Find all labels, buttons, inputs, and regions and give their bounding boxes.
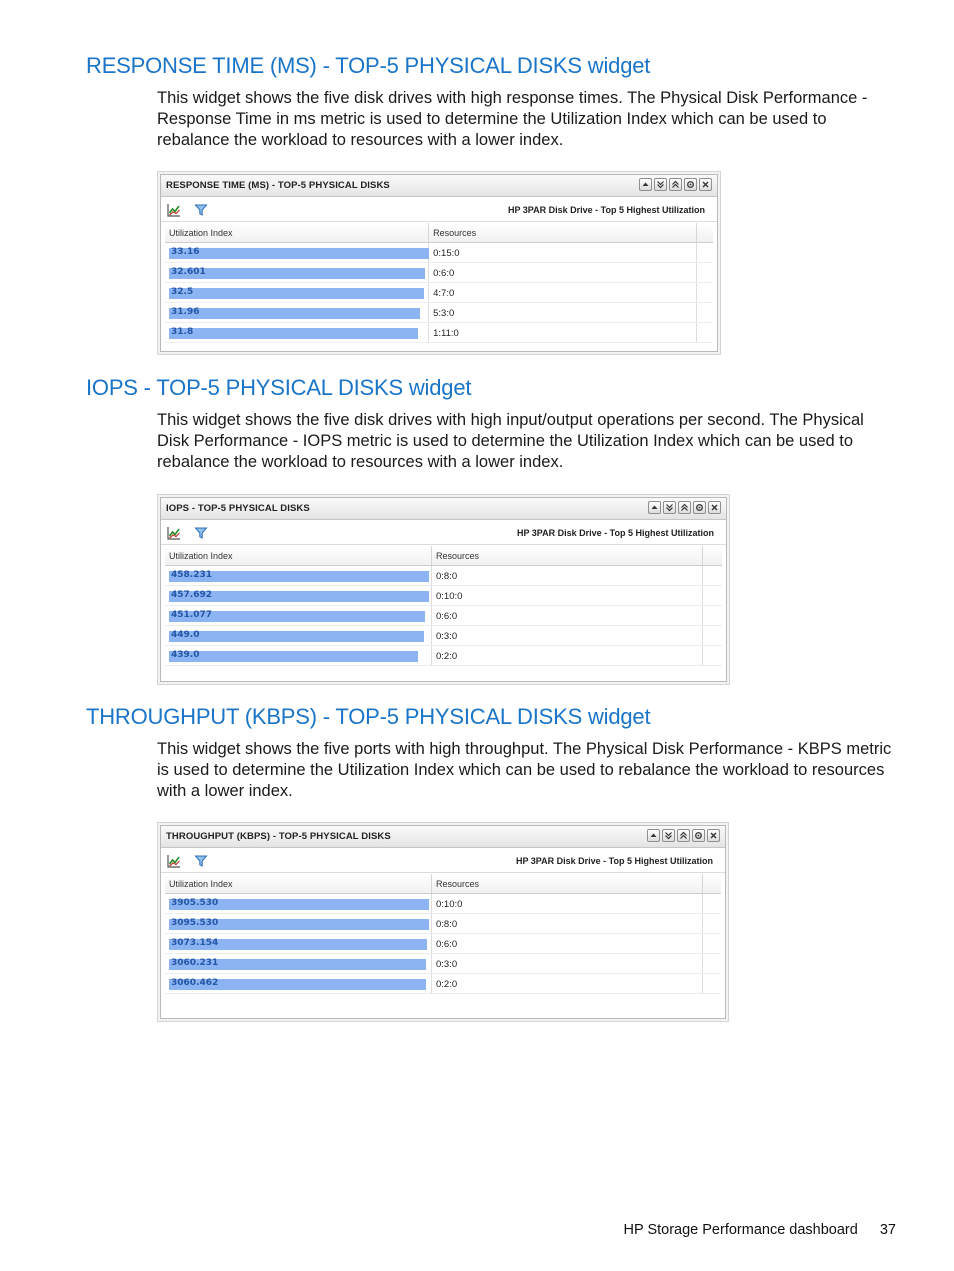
widget-toolbar [161, 848, 725, 873]
chart-icon[interactable] [167, 203, 181, 217]
widget-subtitle: HP 3PAR Disk Drive - Top 5 Highest Utilization [515, 856, 713, 866]
utilization-value: 3905.530 [171, 898, 219, 908]
section-paragraph: This widget shows the five disk drives with high response times. The Physical Disk Performance - Response Time in ms metric is used to determine the Utilization Index which can be used to rebalance the workload to resources with a lower index. [157, 89, 868, 149]
utilization-grid [165, 546, 722, 666]
widget-body [160, 825, 726, 1019]
utilization-value: 32.601 [171, 267, 206, 277]
widget-subtitle: HP 3PAR Disk Drive - Top 5 Highest Utilization [507, 205, 705, 215]
utilization-value: 451.077 [171, 610, 212, 620]
utilization-bar [169, 288, 424, 299]
widget-controls [639, 178, 712, 191]
column-header-utilization[interactable]: Utilization Index [165, 223, 429, 242]
utilization-cell [165, 914, 432, 933]
row-spacer [703, 954, 719, 973]
chart-icon[interactable] [167, 854, 181, 868]
resource-cell: 0:6:0 [429, 263, 697, 282]
column-header-spacer [703, 546, 719, 565]
utilization-cell [165, 283, 429, 302]
table-row[interactable] [165, 243, 713, 263]
expand-icon[interactable] [662, 829, 675, 842]
collapse-icon[interactable] [639, 178, 652, 191]
table-row[interactable] [165, 914, 721, 934]
resource-cell: 0:15:0 [429, 243, 697, 262]
utilization-value: 33.16 [171, 247, 200, 257]
table-row[interactable] [165, 646, 722, 666]
resource-cell: 0:3:0 [432, 626, 703, 645]
row-spacer [703, 586, 719, 605]
maximize-icon[interactable] [669, 178, 682, 191]
row-spacer [697, 323, 713, 342]
column-header-spacer [703, 874, 719, 893]
utilization-cell [165, 646, 432, 665]
section-paragraph: This widget shows the five ports with high throughput. The Physical Disk Performance - KBPS metric is used to determine the Utilization Index which can be used to rebalance the workload to resources with a lower index. [157, 740, 892, 800]
resource-cell: 5:3:0 [429, 303, 697, 322]
table-row[interactable] [165, 954, 721, 974]
utilization-bar [169, 308, 420, 319]
settings-icon[interactable] [692, 829, 705, 842]
filter-icon[interactable] [194, 203, 208, 217]
settings-icon[interactable] [684, 178, 697, 191]
utilization-cell [165, 954, 432, 973]
grid-header [165, 223, 713, 243]
expand-icon[interactable] [654, 178, 667, 191]
widget-body [160, 174, 718, 352]
widget-title: RESPONSE TIME (MS) - TOP-5 PHYSICAL DISKS [166, 180, 390, 191]
column-header-resources[interactable]: Resources [429, 223, 697, 242]
table-row[interactable] [165, 626, 722, 646]
utilization-cell [165, 566, 432, 585]
utilization-cell [165, 586, 432, 605]
widget-controls [647, 829, 720, 842]
settings-icon[interactable] [693, 501, 706, 514]
resource-cell: 0:2:0 [432, 646, 703, 665]
table-row[interactable] [165, 934, 721, 954]
utilization-value: 3060.231 [171, 958, 219, 968]
collapse-icon[interactable] [648, 501, 661, 514]
page-footer [624, 1222, 896, 1238]
table-row[interactable] [165, 606, 722, 626]
utilization-value: 458.231 [171, 570, 212, 580]
row-spacer [697, 243, 713, 262]
grid-header [165, 546, 722, 566]
resource-cell: 0:2:0 [432, 974, 703, 993]
row-spacer [703, 626, 719, 645]
utilization-cell [165, 974, 432, 993]
column-header-spacer [697, 223, 713, 242]
section-heading: THROUGHPUT (KBPS) - TOP-5 PHYSICAL DISKS widget [86, 704, 651, 729]
utilization-value: 457.692 [171, 590, 212, 600]
utilization-bar [169, 651, 418, 662]
utilization-cell [165, 303, 429, 322]
resource-cell: 0:10:0 [432, 586, 703, 605]
row-spacer [703, 646, 719, 665]
resource-cell: 0:6:0 [432, 606, 703, 625]
widget-controls [648, 501, 721, 514]
utilization-bar [169, 328, 418, 339]
table-row[interactable] [165, 303, 713, 323]
utilization-cell [165, 626, 432, 645]
utilization-cell [165, 323, 429, 342]
widget-body [160, 497, 727, 682]
filter-icon[interactable] [194, 854, 208, 868]
row-spacer [697, 263, 713, 282]
resource-cell: 0:10:0 [432, 894, 703, 913]
resource-cell: 0:3:0 [432, 954, 703, 973]
column-header-resources[interactable]: Resources [432, 546, 703, 565]
row-spacer [703, 934, 719, 953]
section-heading: RESPONSE TIME (MS) - TOP-5 PHYSICAL DISKS widget [86, 53, 651, 78]
close-icon[interactable] [699, 178, 712, 191]
expand-icon[interactable] [663, 501, 676, 514]
utilization-grid [165, 223, 713, 343]
utilization-bar [169, 248, 429, 259]
widget-title: IOPS - TOP-5 PHYSICAL DISKS [166, 503, 310, 514]
utilization-cell [165, 263, 429, 282]
collapse-icon[interactable] [647, 829, 660, 842]
column-header-utilization[interactable]: Utilization Index [165, 874, 432, 893]
table-row[interactable] [165, 894, 721, 914]
resource-cell: 0:8:0 [432, 914, 703, 933]
utilization-value: 3073.154 [171, 938, 219, 948]
widget-toolbar [161, 197, 717, 222]
table-row[interactable] [165, 283, 713, 303]
table-row[interactable] [165, 566, 722, 586]
response-time-widget [157, 171, 721, 355]
widget-titlebar [161, 175, 717, 197]
widget-title: THROUGHPUT (KBPS) - TOP-5 PHYSICAL DISKS [166, 831, 391, 842]
utilization-value: 32.5 [171, 287, 194, 297]
widget-toolbar [161, 520, 726, 545]
row-spacer [703, 566, 719, 585]
row-spacer [697, 303, 713, 322]
widget-titlebar [161, 498, 726, 520]
section-heading: IOPS - TOP-5 PHYSICAL DISKS widget [86, 375, 472, 400]
table-row[interactable] [165, 323, 713, 343]
row-spacer [697, 283, 713, 302]
utilization-bar [169, 631, 424, 642]
widget-subtitle: HP 3PAR Disk Drive - Top 5 Highest Utilization [516, 528, 714, 538]
resource-cell: 0:8:0 [432, 566, 703, 585]
utilization-bar [169, 268, 425, 279]
utilization-cell [165, 243, 429, 262]
utilization-value: 449.0 [171, 630, 200, 640]
row-spacer [703, 894, 719, 913]
page-number: 37 [879, 1222, 896, 1238]
utilization-value: 3060.462 [171, 978, 219, 988]
close-icon[interactable] [708, 501, 721, 514]
maximize-icon[interactable] [678, 501, 691, 514]
utilization-value: 31.8 [171, 327, 194, 337]
resource-cell: 4:7:0 [429, 283, 697, 302]
throughput-widget [157, 822, 729, 1022]
section-paragraph: This widget shows the five disk drives with high input/output operations per second. The Physical Disk Performance - IOPS metric is used to determine the Utilization Index which can be used to rebalance the workload to resources with a lower index. [157, 411, 864, 471]
row-spacer [703, 606, 719, 625]
utilization-cell [165, 934, 432, 953]
footer-title: HP Storage Performance dashboard [623, 1222, 858, 1238]
widget-titlebar [161, 826, 725, 848]
table-row[interactable] [165, 263, 713, 283]
iops-widget [157, 494, 730, 685]
resource-cell: 1:11:0 [429, 323, 697, 342]
column-header-utilization[interactable]: Utilization Index [165, 546, 432, 565]
utilization-cell [165, 894, 432, 913]
utilization-value: 31.96 [171, 307, 200, 317]
utilization-cell [165, 606, 432, 625]
row-spacer [703, 914, 719, 933]
utilization-value: 3095.530 [171, 918, 219, 928]
close-icon[interactable] [707, 829, 720, 842]
column-header-resources[interactable]: Resources [432, 874, 703, 893]
utilization-grid [165, 874, 721, 994]
grid-header [165, 874, 721, 894]
filter-icon[interactable] [194, 526, 208, 540]
maximize-icon[interactable] [677, 829, 690, 842]
table-row[interactable] [165, 586, 722, 606]
row-spacer [703, 974, 719, 993]
chart-icon[interactable] [167, 526, 181, 540]
table-row[interactable] [165, 974, 721, 994]
utilization-value: 439.0 [171, 650, 200, 660]
resource-cell: 0:6:0 [432, 934, 703, 953]
